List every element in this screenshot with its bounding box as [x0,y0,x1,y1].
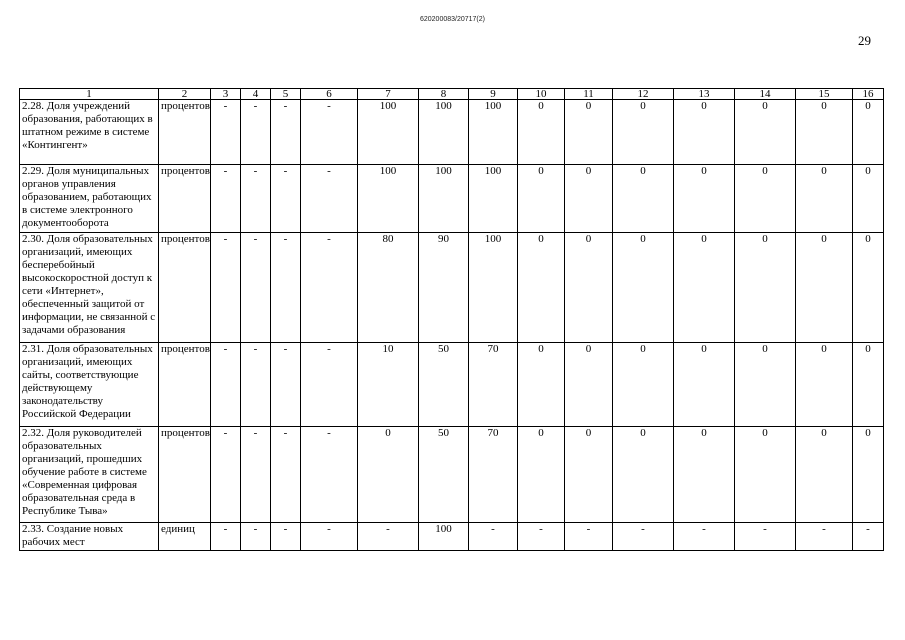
indicator-cell: 2.33. Создание новых рабочих мест [20,523,159,551]
header-cell: 8 [419,89,469,100]
value-cell: 0 [796,343,853,427]
unit-cell: процентов [159,233,211,343]
value-cell: 0 [613,427,674,523]
value-cell: 0 [796,100,853,165]
value-cell: 0 [518,343,565,427]
value-cell: - [241,100,271,165]
value-cell: 0 [735,165,796,233]
value-cell: 0 [518,233,565,343]
value-cell: 0 [613,100,674,165]
value-cell: 0 [565,165,613,233]
value-cell: 0 [565,343,613,427]
value-cell: - [518,523,565,551]
value-cell: 10 [358,343,419,427]
value-cell: 0 [853,100,884,165]
value-cell: 0 [674,427,735,523]
value-cell: 0 [674,100,735,165]
header-row [20,89,884,100]
value-cell: 50 [419,343,469,427]
value-cell: - [301,100,358,165]
value-cell: - [271,427,301,523]
value-cell: 0 [735,343,796,427]
value-cell: 0 [358,427,419,523]
indicator-cell: 2.29. Доля муниципальных органов управления образованием, работающих в системе электронного документооборота [20,165,159,233]
value-cell: 0 [853,165,884,233]
value-cell: - [565,523,613,551]
header-cell: 5 [271,89,301,100]
value-cell: 0 [518,427,565,523]
table-row [20,233,884,343]
header-cell: 13 [674,89,735,100]
header-cell: 12 [613,89,674,100]
value-cell: 0 [853,233,884,343]
header-cell: 14 [735,89,796,100]
value-cell: - [301,523,358,551]
value-cell: 0 [674,233,735,343]
value-cell: 0 [735,100,796,165]
value-cell: 0 [518,165,565,233]
value-cell: 70 [469,427,518,523]
header-cell: 1 [20,89,159,100]
value-cell: 0 [853,427,884,523]
value-cell: 0 [853,343,884,427]
header-cell: 10 [518,89,565,100]
value-cell: 0 [796,165,853,233]
value-cell: 50 [419,427,469,523]
header-cell: 16 [853,89,884,100]
value-cell: 0 [565,100,613,165]
value-cell: 70 [469,343,518,427]
value-cell: 100 [358,165,419,233]
indicator-cell: 2.31. Доля образовательных организаций, имеющих сайты, соответствующие действующему законодательству Российской Федерации [20,343,159,427]
header-cell: 9 [469,89,518,100]
table-row [20,100,884,165]
value-cell: - [301,427,358,523]
value-cell: - [796,523,853,551]
unit-cell: процентов [159,427,211,523]
value-cell: - [853,523,884,551]
value-cell: 80 [358,233,419,343]
value-cell: - [271,165,301,233]
value-cell: 0 [565,233,613,343]
value-cell: 0 [613,165,674,233]
indicators-table [19,88,884,551]
value-cell: 0 [565,427,613,523]
table-row [20,165,884,233]
value-cell: 0 [518,100,565,165]
value-cell: 0 [613,233,674,343]
unit-cell: процентов [159,100,211,165]
unit-cell: единиц [159,523,211,551]
value-cell: 100 [469,100,518,165]
value-cell: 0 [613,343,674,427]
value-cell: 0 [674,165,735,233]
value-cell: 100 [469,233,518,343]
header-cell: 2 [159,89,211,100]
header-cell: 11 [565,89,613,100]
value-cell: - [271,523,301,551]
value-cell: 100 [419,523,469,551]
value-cell: - [301,165,358,233]
indicator-cell: 2.30. Доля образовательных организаций, имеющих бесперебойный высокоскоростной доступ к сети «Интернет», обеспеченный защитой от информации, не связанной с задачами образования [20,233,159,343]
value-cell: 0 [674,343,735,427]
value-cell: - [613,523,674,551]
value-cell: - [241,523,271,551]
value-cell: - [674,523,735,551]
value-cell: 0 [735,233,796,343]
indicator-cell: 2.32. Доля руководителей образовательных организаций, прошедших обучение работе в системе «Современная цифровая образовательная среда в Республике Тыва» [20,427,159,523]
value-cell: - [211,427,241,523]
value-cell: - [301,343,358,427]
value-cell: 90 [419,233,469,343]
value-cell: - [735,523,796,551]
header-cell: 4 [241,89,271,100]
value-cell: - [358,523,419,551]
header-cell: 7 [358,89,419,100]
document-code: 620200083/20717(2) [419,16,485,23]
value-cell: - [241,427,271,523]
value-cell: 100 [358,100,419,165]
indicator-cell: 2.28. Доля учреждений образования, работающих в штатном режиме в системе «Контингент» [20,100,159,165]
header-cell: 15 [796,89,853,100]
page-number: 29 [858,33,871,48]
value-cell: 0 [796,427,853,523]
table-row [20,523,884,551]
header-cell: 6 [301,89,358,100]
value-cell: 100 [419,165,469,233]
unit-cell: процентов [159,343,211,427]
value-cell: - [241,233,271,343]
value-cell: - [211,233,241,343]
unit-cell: процентов [159,165,211,233]
value-cell: - [301,233,358,343]
value-cell: - [271,233,301,343]
value-cell: - [211,523,241,551]
value-cell: - [271,343,301,427]
header-cell: 3 [211,89,241,100]
table-row [20,343,884,427]
value-cell: - [241,165,271,233]
value-cell: 0 [735,427,796,523]
value-cell: - [211,100,241,165]
value-cell: - [271,100,301,165]
value-cell: 100 [469,165,518,233]
value-cell: - [211,165,241,233]
value-cell: 0 [796,233,853,343]
value-cell: - [469,523,518,551]
value-cell: - [241,343,271,427]
table-row [20,427,884,523]
value-cell: - [211,343,241,427]
value-cell: 100 [419,100,469,165]
